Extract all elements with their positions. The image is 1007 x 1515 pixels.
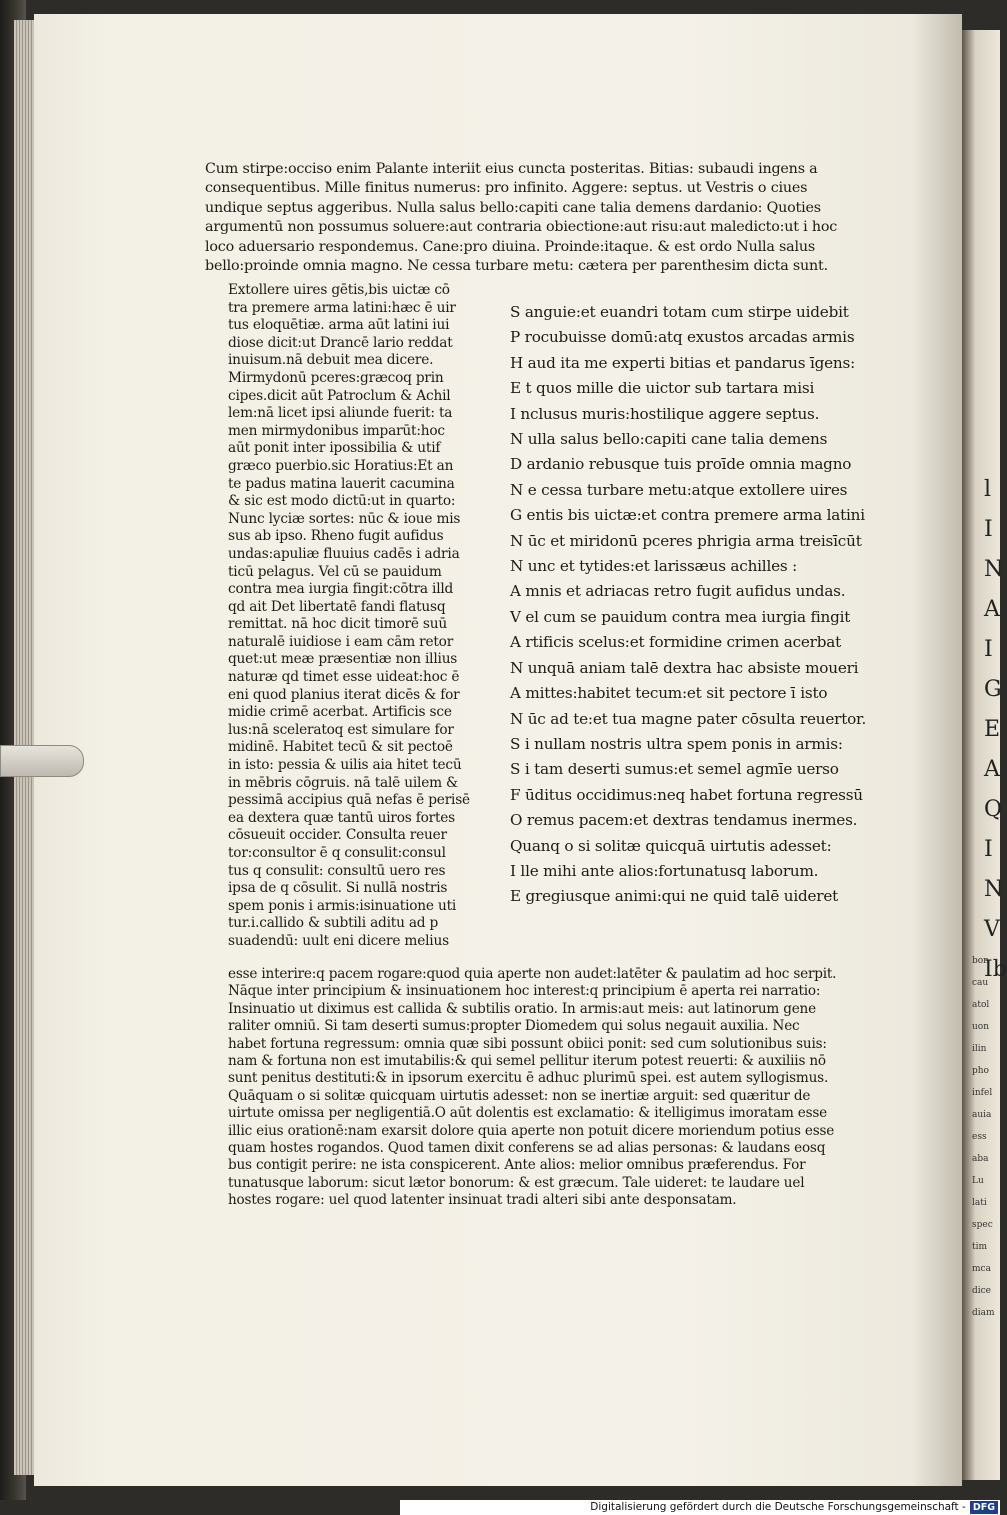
verse-line: Quanq o si solitæ quicquā uirtutis adesset: [510,836,832,855]
commentary-line: græco puerbio.sic Horatius:Et an [228,457,454,474]
commentary-line: tunatusque laborum: sicut lætor bonorum: & est græcum. Tale uideret: te laudare uel [228,1174,805,1191]
commentary-line: Extollere uires gētis,bis uictæ cō [228,282,450,298]
facing-margin-fragment: spec [972,1220,993,1230]
verse-line: N ūc et miridonū pceres phrigia arma treisīcūt [510,531,862,550]
commentary-line: diose dicit:ut Drancē lario reddat [228,334,453,351]
commentary-line: tur.i.callido & subtili aditu ad p [228,915,439,932]
verse-line: N unc et tytides:et larissæus achilles : [510,557,798,576]
facing-page [962,30,1007,1480]
commentary-line: raliter omniū. Si tam deserti sumus:propter Diomedem qui solus negauit auxilia. Nec [228,1018,800,1035]
facing-initial: G [984,677,1002,702]
commentary-line: esse interire:q pacem rogare:quod quia aperte non audet:latēter & paulatim ad hoc serpit. [228,966,837,982]
commentary-line: argumentū non possumus soluere:aut contraria obiectione:aut risu:aut maledicto:ut i hoc [205,219,838,236]
verse-line: A mittes:habitet tecum:et sit pectore ī isto [510,684,828,703]
facing-margin-fragment: atol [972,1000,990,1010]
commentary-line: Nāque inter principium & insinuationem hoc interest:q principium ē aperta rei narratio: [228,983,821,1000]
commentary-line: aūt ponit inter ipossibilia & utif [228,440,441,457]
facing-margin-fragment: tim [972,1242,988,1252]
facing-initial: I [984,837,993,862]
verse-line: P rocubuisse domū:atq exustos arcadas armis [510,328,855,347]
facing-initial: A [984,757,1000,782]
verse-line: D ardanio rebusque tuis proīde omnia magno [510,455,852,474]
facing-margin-fragment: aba [972,1154,989,1164]
verse-line: N ūc ad te:et tua magne pater cōsulta reuertor. [510,709,867,728]
commentary-line: naturalē iuidiose i eam cām retor [228,633,454,650]
facing-margin-fragment: uon [972,1022,990,1032]
commentary-line: Nunc lyciæ sortes: nūc & ioue mis [228,510,461,527]
facing-page-initials [984,470,1007,990]
commentary-line: & sic est modo dictū:ut in quarto: [228,493,456,510]
verse-line: G entis bis uictæ:et contra premere arma latini [510,506,865,525]
commentary-line: tor:consultor ē q consulit:consul [228,845,446,861]
commentary-line: Insinuatio ut diximus est callida & subtilis oratio. In armis:aut meis: aut latinorum gene [228,1000,816,1017]
verse-line: N ulla salus bello:capiti cane talia demens [510,430,828,449]
commentary-line: sus ab ipso. Rheno fugit aufidus [228,528,444,545]
commentary-line: in mēbris cōgruis. nā talē uilem & [228,774,459,791]
verse-line: H aud ita me experti bitias et pandarus īgens: [510,353,856,372]
verse-line: S i nullam nostris ultra spem ponis in armis: [510,734,843,753]
verse-line: S anguie:et euandri totam cum stirpe uidebit [510,303,849,321]
commentary-line: remittat. nā hoc dicit timorē suū [228,616,447,633]
verse-line: N unquā aniam talē dextra hac absiste moueri [510,658,859,677]
commentary-line: naturæ qd timet esse uideat:hoc ē [228,669,460,686]
commentary-line: cōsueuit occider. Consulta reuer [228,827,447,844]
facing-initial: N [984,557,1004,582]
commentary-line: men mirmydonibus imparūt:hoc [228,422,445,439]
verse-line: N e cessa turbare metu:atque extollere uires [510,480,848,499]
verse-line: E gregiusque animi:qui ne quid talē uideret [510,887,839,906]
verse-line: I nclusus muris:hostilique aggere septus. [510,404,820,423]
facing-initial: A [984,597,1000,622]
commentary-line: tra premere arma latini:hæc ē uir [228,299,456,316]
facing-initial: V [984,917,1000,942]
commentary-line: bus contigit perire: ne ista conspicerent. Ante alios: melior omnibus præferendus. For [228,1157,806,1174]
commentary-line: quam hostes rogandos. Quod tamen dixit conferens se ad alias personas: & laudans eosq [228,1140,826,1157]
commentary-line: inuisum.nā debuit mea dicere. [228,352,434,369]
left-commentary-column [228,282,500,951]
commentary-line: spem ponis i armis:isinuatione uti [228,897,457,914]
facing-margin-fragment: lati [972,1198,987,1208]
verse-line: I lle mihi ante alios:fortunatusq laborum. [510,861,819,880]
commentary-line: midie crimē acerbat. Artificis sce [228,704,452,721]
facing-margin-fragment: mca [972,1264,991,1274]
facing-margin-fragment: diam [972,1308,995,1318]
commentary-line: loco aduersario respondemus. Cane:pro diuina. Proinde:itaque. & est ordo Nulla salus [205,238,815,255]
commentary-line: te padus matina lauerit cacumina [228,475,455,492]
facing-page-margin-notes [972,950,1007,1324]
commentary-line: eni quod planius iterat dicēs & for [228,686,460,703]
commentary-line: sunt penitus destituti:& in ipsorum exercitu ē adhuc plurimū spei. est autem syllogismus. [228,1070,829,1087]
facing-initial: Q [984,797,1003,822]
facing-initial: Ib [984,957,1007,982]
commentary-line: pessimā accipius quā nefas ē perisē [228,792,470,809]
commentary-line: tus eloquētiæ. arma aūt latini iui [228,317,450,334]
header-commentary [205,160,925,276]
facing-initial: I [984,517,993,542]
tail-commentary [228,966,928,1210]
commentary-line: cipes.dicit aūt Patroclum & Achil [228,387,451,404]
facing-margin-fragment: infel [972,1088,993,1098]
facing-initial: l [984,477,992,502]
commentary-line: quet:ut meæ præsentiæ non illius [228,651,458,668]
commentary-line: midinē. Habitet tecū & sit pectoē [228,739,453,756]
verse-line: E t quos mille die uictor sub tartara misi [510,379,815,398]
page-clip [0,745,84,777]
commentary-line: suadendū: uult eni dicere melius [228,932,449,949]
facing-margin-fragment: pho [972,1066,989,1076]
commentary-line: in isto: pessia & uilis aia hitet tecū [228,757,462,774]
commentary-line: tus q consulit: consultū uero res [228,862,446,879]
commentary-line: Cum stirpe:occiso enim Palante interiit eius cuncta posteritas. Bitias: subaudi ingens a [205,161,818,177]
commentary-line: lus:nā sceleratoq est simulare for [228,721,454,738]
facing-margin-fragment: ilin [972,1044,987,1054]
commentary-line: illic eius orationē:nam exarsit dolore quia aperte non potuit dicere moriendum potius esse [228,1122,835,1139]
facing-margin-fragment: bon [972,956,989,966]
commentary-line: lem:nā licet ipsi aliunde fuerit: ta [228,405,453,422]
verse-line: O remus pacem:et dextras tendamus inermes. [510,811,858,830]
verse-line: A mnis et adriacas retro fugit aufidus undas. [510,582,846,601]
commentary-line: Quāquam o si solitæ quicquam uirtutis adesset: non se inertiæ arguit: sed quæritur de [228,1087,811,1104]
commentary-line: undique septus aggeribus. Nulla salus bello:capiti cane talia demens dardanio: Quoties [205,199,821,216]
commentary-line: nam & fortuna non est imutabilis:& qui semel pellitur iterum potest reuerti: & auxiliis nō [228,1053,826,1070]
verse-column [510,300,940,910]
commentary-line: qd ait Det libertatē fandi flatusq [228,598,446,615]
commentary-line: consequentibus. Mille finitus numerus: pro infinito. Aggere: septus. ut Vestris o ciues [205,180,808,197]
verse-line: A rtificis scelus:et formidine crimen acerbat [510,633,842,652]
facing-initial: I [984,637,993,662]
commentary-line: bello:proinde omnia magno. Ne cessa turbare metu: cætera per parenthesim dicta sunt. [205,258,828,275]
commentary-line: Mirmydonū pceres:græcoq prin [228,369,444,386]
verse-line: S i tam deserti sumus:et semel agmīe uerso [510,760,839,779]
commentary-line: ea dextera quæ tantū uiros fortes [228,809,456,826]
commentary-line: undas:apuliæ fluuius cadēs i adria [228,545,460,562]
footer-text: Digitalisierung gefördert durch die Deutsche Forschungsgemeinschaft - [590,1501,966,1513]
facing-initial: N [984,877,1004,902]
commentary-line: habet fortuna regressum: omnia quæ sibi possunt obiici ponit: sed cum solutionibus suis: [228,1035,827,1052]
commentary-line: ipsa de q cōsulit. Si nullā nostris [228,880,448,897]
dfg-logo-badge: DFG [970,1501,998,1514]
facing-margin-fragment: auia [972,1110,992,1120]
facing-initial: E [984,717,1001,742]
verse-line: V el cum se pauidum contra mea iurgia fingit [510,607,851,626]
commentary-line: ticū pelagus. Vel cū se pauidum [228,563,442,580]
commentary-line: contra mea iurgia fingit:cōtra illd [228,581,454,598]
facing-margin-fragment: Lu [972,1176,984,1186]
commentary-line: hostes rogare: uel quod latenter insinuat tradi alteri sibi ante desponsatam. [228,1192,737,1209]
facing-margin-fragment: ess [972,1132,987,1142]
facing-margin-fragment: dice [972,1286,992,1296]
facing-margin-fragment: cau [972,978,989,988]
commentary-line: uirtute omissa per negligentiā.O aūt dolentis est exclamatio: & itelligimus imoratam esse [228,1105,828,1122]
verse-line: F ūditus occidimus:neq habet fortuna regressū [510,785,863,804]
digitization-footer [400,1500,1000,1515]
